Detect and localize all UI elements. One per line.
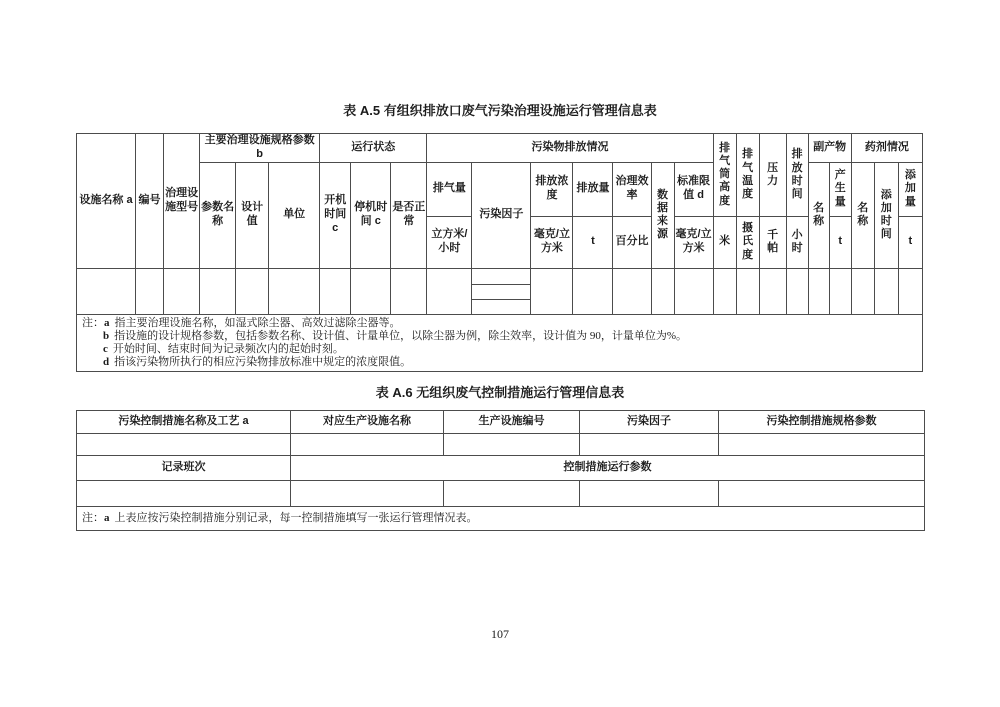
col-exhaust-volume: 排气量 (427, 162, 472, 216)
blank-cell (391, 268, 427, 314)
blank-cell (580, 481, 719, 507)
col-serial-no: 编号 (136, 134, 164, 269)
table-a5-title: 表 A.5 有组织排放口废气污染治理设施运行管理信息表 (343, 103, 657, 118)
a6-blank-row (77, 434, 925, 456)
col-stack-height (713, 134, 736, 217)
vertical-label: 数据来源 (657, 188, 669, 241)
blank-cell (573, 268, 613, 314)
note-marker: a (104, 316, 110, 329)
vertical-label: 千帕 (767, 228, 779, 254)
col-dosing-time (874, 162, 898, 268)
blank-cell (136, 268, 164, 314)
blank-cell-pollutant-1 (472, 268, 531, 284)
vertical-label: 小时 (791, 228, 803, 254)
col-standard-limit: 标准限值 d (674, 162, 713, 216)
col-pollutant: 污染因子 (580, 411, 719, 434)
blank-cell (77, 268, 136, 314)
blank-cell (651, 268, 674, 314)
col-dosing-amount (898, 162, 922, 216)
blank-cell (719, 434, 925, 456)
unit-exhaust-volume: 立方米/小时 (427, 216, 472, 268)
blank-cell (786, 268, 808, 314)
blank-cell (320, 268, 351, 314)
vertical-label: 名称 (857, 201, 869, 227)
blank-cell (719, 481, 925, 507)
col-amount: 排放量 (573, 162, 613, 216)
note-marker: c (103, 342, 108, 355)
a5-header-row-groups (77, 134, 923, 163)
blank-cell-pollutant-2 (472, 284, 531, 299)
table-a6-title: 表 A.6 无组织废气控制措施运行管理信息表 (375, 385, 625, 400)
note-text: 指设施的设计规格参数，包括参数名称、设计值、计量单位，以除尘器为例，除尘效率，设计值为 90，计量单位为%。 (114, 329, 688, 342)
unit-emission-hours (786, 216, 808, 268)
note-c (82, 343, 917, 356)
note-marker: a (104, 511, 110, 524)
blank-cell (759, 268, 786, 314)
vertical-label: 排放时间 (791, 148, 803, 200)
col-stop-time: 停机时间 c (351, 162, 391, 268)
blank-cell (874, 268, 898, 314)
a6-blank-row (77, 481, 925, 507)
group-run-status: 运行状态 (320, 134, 427, 163)
a5-notes (77, 314, 923, 372)
blank-cell (808, 268, 829, 314)
vertical-label: 压力 (767, 161, 779, 187)
table-a5 (76, 133, 923, 372)
blank-cell (531, 268, 573, 314)
group-pollutant-emission: 污染物排放情况 (427, 134, 713, 163)
blank-cell (444, 434, 580, 456)
a6-notes (77, 507, 925, 531)
note-text: 开始时间、结束时间为记录频次内的起始时刻。 (112, 342, 344, 355)
group-byproduct: 副产物 (808, 134, 851, 163)
col-byproduct-output (829, 162, 851, 216)
unit-gas-temperature (736, 216, 759, 268)
control-params-label: 控制措施运行参数 (291, 456, 925, 481)
blank-cell (427, 268, 472, 314)
col-facility-name: 设施名称 a (77, 134, 136, 269)
blank-cell (291, 481, 444, 507)
blank-cell (736, 268, 759, 314)
col-production-facility-no: 生产设施编号 (444, 411, 580, 434)
note-a (82, 317, 917, 330)
col-unit: 单位 (269, 162, 320, 268)
col-chemical-name (851, 162, 874, 268)
unit-amount: t (573, 216, 613, 268)
record-shift-label: 记录班次 (77, 456, 291, 481)
col-concentration: 排放浓度 (531, 162, 573, 216)
unit-standard-limit: 毫克/立方米 (674, 216, 713, 268)
note-text: 指该污染物所执行的相应污染物排放标准中规定的浓度限值。 (114, 356, 412, 369)
blank-cell (829, 268, 851, 314)
blank-cell (898, 268, 922, 314)
blank-cell (269, 268, 320, 314)
a6-notes-row (77, 507, 925, 531)
a6-shift-row (77, 456, 925, 481)
blank-cell (77, 481, 291, 507)
blank-cell (851, 268, 874, 314)
table-a6 (76, 410, 925, 531)
a6-header-row (77, 411, 925, 434)
col-param-name: 参数名称 (200, 162, 236, 268)
col-production-facility-name: 对应生产设施名称 (291, 411, 444, 434)
vertical-label: 排气温度 (742, 148, 754, 200)
vertical-label: 产生量 (834, 169, 846, 208)
note-prefix: 注： (82, 316, 104, 329)
unit-pressure (759, 216, 786, 268)
col-gas-temperature (736, 134, 759, 217)
note-text: 指主要治理设施名称，如湿式除尘器、高效过滤除尘器等。 (114, 316, 401, 329)
note-d (82, 356, 917, 369)
col-pressure (759, 134, 786, 217)
note-text: 上表应按污染控制措施分别记录，每一控制措施填写一张运行管理情况表。 (114, 511, 478, 524)
vertical-label: 名称 (813, 201, 825, 227)
unit-efficiency: 百分比 (613, 216, 651, 268)
unit-stack-height: 米 (713, 216, 736, 268)
group-chemicals: 药剂情况 (851, 134, 922, 163)
vertical-label: 摄氏度 (742, 222, 754, 261)
vertical-label: 排气筒高度 (719, 141, 731, 207)
blank-cell-pollutant-3 (472, 299, 531, 314)
note-b (82, 330, 917, 343)
col-spec-params: 污染控制措施规格参数 (719, 411, 925, 434)
a5-body-row (77, 268, 923, 284)
note-marker: b (103, 329, 110, 342)
blank-cell (444, 481, 580, 507)
col-data-source (651, 162, 674, 268)
group-spec-params: 主要治理设施规格参数 b (200, 134, 320, 163)
col-normal: 是否正常 (391, 162, 427, 268)
page-number: 107 (491, 627, 509, 641)
blank-cell (200, 268, 236, 314)
blank-cell (236, 268, 269, 314)
vertical-label: 添加量 (904, 169, 916, 208)
col-emission-hours (786, 134, 808, 217)
a5-notes-row (77, 314, 923, 372)
blank-cell (713, 268, 736, 314)
col-byproduct-name (808, 162, 829, 268)
col-pollutant: 污染因子 (472, 162, 531, 268)
blank-cell (674, 268, 713, 314)
unit-dosing-amount: t (898, 216, 922, 268)
vertical-label: 添加时间 (880, 188, 892, 241)
note-prefix: 注： (82, 511, 104, 524)
blank-cell (580, 434, 719, 456)
unit-concentration: 毫克/立方米 (531, 216, 573, 268)
blank-cell (77, 434, 291, 456)
col-facility-model: 治理设施型号 (164, 134, 200, 269)
note-marker: d (103, 356, 110, 369)
blank-cell (291, 434, 444, 456)
blank-cell (164, 268, 200, 314)
col-start-time: 开机时间 c (320, 162, 351, 268)
blank-cell (351, 268, 391, 314)
col-efficiency: 治理效率 (613, 162, 651, 216)
note-a (82, 512, 919, 525)
col-measure-name: 污染控制措施名称及工艺 a (77, 411, 291, 434)
blank-cell (613, 268, 651, 314)
unit-byproduct-output: t (829, 216, 851, 268)
col-design-value: 设计值 (236, 162, 269, 268)
